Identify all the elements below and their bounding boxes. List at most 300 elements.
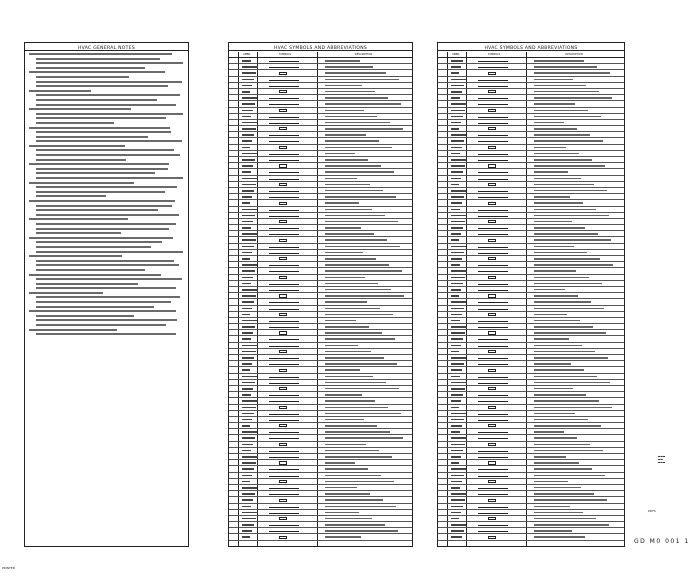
abbr-cell [242, 196, 252, 198]
abbr-cell [242, 357, 254, 359]
abbr-cell [242, 338, 251, 340]
note-line [36, 324, 166, 326]
symbol-glyph [269, 494, 299, 495]
symbol-glyph [279, 517, 287, 520]
symbol-glyph [269, 135, 299, 136]
note-line [36, 306, 154, 308]
abbr-cell [242, 456, 258, 458]
description-cell [325, 178, 357, 180]
title-block-notes: ▬▬▬ ▬▬ ▬▬▬ [658, 455, 666, 464]
abbr-cell [242, 116, 251, 118]
symbol-glyph [269, 507, 299, 508]
symbol-glyph [269, 358, 299, 359]
abbr-cell [451, 209, 460, 211]
abbr-cell [451, 159, 467, 161]
description-cell [534, 277, 589, 279]
abbr-cell [242, 277, 253, 279]
note-line [36, 140, 182, 142]
symbol-glyph [488, 313, 496, 316]
symbol-glyph [279, 461, 287, 464]
symbol-glyph [269, 457, 299, 458]
abbr-cell [451, 487, 460, 489]
description-cell [325, 363, 397, 365]
abbr-cell [451, 72, 459, 74]
note-line [36, 260, 174, 262]
symbol-glyph [269, 525, 299, 526]
abbr-cell [242, 468, 254, 470]
description-cell [534, 128, 577, 130]
symbol-glyph [478, 271, 508, 272]
description-cell [325, 475, 381, 477]
description-cell [325, 252, 363, 254]
description-cell [534, 171, 568, 173]
abbr-cell [242, 79, 254, 81]
symbol-glyph [478, 80, 508, 81]
abbr-cell [451, 79, 466, 81]
abbr-cell [451, 382, 467, 384]
abbr-cell [451, 493, 467, 495]
symbol-glyph [279, 239, 287, 242]
description-cell [534, 506, 570, 508]
description-cell [534, 456, 566, 458]
symbol-glyph [269, 383, 299, 384]
note-line [29, 71, 165, 73]
title-block [628, 455, 688, 555]
symbol-glyph [488, 424, 496, 427]
symbol-glyph [478, 172, 508, 173]
description-cell [534, 431, 564, 433]
abbr-cell [451, 233, 461, 235]
description-cell [325, 72, 386, 74]
description-cell [534, 351, 595, 353]
note-line [36, 264, 179, 266]
symbol-glyph [478, 494, 508, 495]
symbol-glyph [478, 253, 508, 254]
symbol-glyph [279, 257, 287, 260]
abbr-cell [451, 122, 461, 124]
symbol-glyph [478, 358, 508, 359]
abbr-cell [242, 419, 252, 421]
note-line [36, 195, 106, 197]
description-cell [325, 270, 402, 272]
note-line [36, 117, 166, 119]
note-line [29, 310, 176, 312]
note-line [36, 287, 176, 289]
description-cell [325, 301, 367, 303]
symbol-glyph [478, 135, 508, 136]
description-cell [534, 376, 597, 378]
abbr-cell [451, 388, 465, 390]
symbol-glyph [478, 364, 508, 365]
abbr-cell [242, 425, 250, 427]
symbol-glyph [488, 387, 496, 390]
symbol-glyph [488, 183, 496, 186]
abbr-cell [242, 308, 252, 310]
abbr-cell [451, 215, 467, 217]
symbol-glyph [488, 239, 496, 242]
abbr-cell [242, 239, 256, 241]
description-cell [325, 239, 387, 241]
description-cell [325, 450, 379, 452]
abbr-header: ABBR. [452, 53, 460, 56]
description-cell [325, 190, 383, 192]
description-cell [325, 227, 361, 229]
abbr-cell [242, 363, 252, 365]
abbr-cell [242, 110, 253, 112]
description-cell [325, 419, 364, 421]
abbr-cell [451, 518, 459, 520]
description-cell [534, 60, 584, 62]
description-cell [534, 524, 609, 526]
description-cell [325, 147, 392, 149]
note-line [29, 145, 125, 147]
description-cell [325, 487, 357, 489]
abbr-cell [451, 301, 466, 303]
symbols-table-2 [437, 42, 625, 547]
symbol-glyph [478, 469, 508, 470]
note-line [36, 228, 169, 230]
description-cell [325, 425, 377, 427]
corner-stamp: PRINTED [2, 566, 16, 570]
symbol-glyph [478, 216, 508, 217]
symbol-glyph [478, 210, 508, 211]
abbr-cell [451, 227, 463, 229]
symbol-glyph [269, 80, 299, 81]
symbol-glyph [488, 499, 496, 502]
symbol-glyph [269, 414, 299, 415]
description-cell [534, 462, 579, 464]
abbr-cell [242, 171, 251, 173]
note-line [29, 292, 103, 294]
description-cell [534, 215, 609, 217]
symbol-glyph [279, 480, 287, 483]
general-notes-title: HVAC GENERAL NOTES [25, 43, 188, 51]
note-line [36, 283, 138, 285]
abbr-cell [242, 481, 250, 483]
description-cell [534, 425, 601, 427]
abbr-cell [451, 512, 461, 514]
description-cell [325, 512, 359, 514]
description-cell [325, 536, 361, 538]
symbol-glyph [269, 327, 299, 328]
symbol-glyph [269, 197, 299, 198]
note-line [36, 94, 180, 96]
description-cell [534, 209, 596, 211]
abbr-cell [242, 499, 253, 501]
description-cell [325, 413, 401, 415]
symbol-glyph [488, 331, 496, 334]
note-line [36, 85, 168, 87]
abbr-cell [451, 431, 460, 433]
description-cell [534, 382, 610, 384]
description-cell [534, 122, 564, 124]
abbr-cell [451, 351, 459, 353]
symbol-glyph [279, 387, 287, 390]
abbr-cell [242, 400, 258, 402]
symbol-glyph [269, 86, 299, 87]
note-line [36, 76, 129, 78]
symbol-glyph [269, 438, 299, 439]
symbol-glyph [488, 276, 496, 279]
symbols-table-1 [228, 42, 413, 547]
symbol-glyph [478, 154, 508, 155]
symbol-glyph [478, 507, 508, 508]
abbr-cell [451, 462, 459, 464]
abbr-cell [242, 72, 256, 74]
abbr-cell [242, 97, 257, 99]
abbr-cell [451, 363, 464, 365]
abbr-cell [451, 128, 459, 130]
abbr-cell [451, 60, 463, 62]
symbol-glyph [488, 294, 496, 297]
symbol-glyph [269, 346, 299, 347]
general-notes-text [29, 53, 184, 542]
abbr-cell [242, 91, 250, 93]
description-cell [325, 394, 362, 396]
abbr-cell [451, 326, 467, 328]
abbr-cell [451, 239, 459, 241]
description-cell [534, 475, 605, 477]
description-cell [325, 332, 382, 334]
symbol-glyph [478, 457, 508, 458]
symbol-glyph [269, 309, 299, 310]
symbol-glyph [478, 284, 508, 285]
abbr-cell [451, 314, 462, 316]
note-line [36, 241, 162, 243]
description-cell [325, 431, 390, 433]
symbol-glyph [478, 265, 508, 266]
symbol-glyph [478, 247, 508, 248]
abbr-cell [242, 289, 258, 291]
description-cell [325, 351, 371, 353]
abbr-cell [451, 295, 459, 297]
abbr-cell [451, 147, 462, 149]
description-cell [325, 481, 394, 483]
symbol-glyph [488, 164, 496, 167]
description-cell [325, 345, 358, 347]
abbr-cell [451, 524, 466, 526]
abbr-cell [451, 85, 464, 87]
description-cell [325, 456, 392, 458]
abbr-cell [451, 338, 463, 340]
description-cell [534, 295, 578, 297]
abbr-cell [451, 499, 465, 501]
abbr-cell [242, 270, 255, 272]
abbr-cell [451, 320, 460, 322]
abbr-cell [451, 110, 465, 112]
description-cell [534, 72, 610, 74]
description-cell [534, 116, 601, 118]
abbr-cell [242, 103, 255, 105]
symbol-glyph [488, 406, 496, 409]
symbol-glyph [279, 202, 287, 205]
description-header: DESCRIPTION [565, 53, 583, 56]
abbr-cell [451, 481, 462, 483]
symbol-glyph [279, 406, 287, 409]
abbr-cell [451, 178, 461, 180]
symbol-glyph [478, 98, 508, 99]
symbol-glyph [478, 377, 508, 378]
symbol-glyph [488, 350, 496, 353]
abbr-cell [242, 184, 256, 186]
symbols-table-1-rows [229, 58, 412, 544]
description-cell [325, 85, 362, 87]
description-cell [325, 196, 396, 198]
note-line [29, 182, 134, 184]
description-cell [325, 91, 375, 93]
abbr-cell [451, 357, 466, 359]
description-cell [534, 394, 586, 396]
description-cell [534, 159, 592, 161]
symbol-glyph [279, 499, 287, 502]
description-cell [325, 326, 369, 328]
note-line [36, 269, 145, 271]
description-cell [325, 369, 360, 371]
abbr-cell [242, 66, 258, 68]
abbr-cell [242, 326, 255, 328]
symbols-table-2-title: HVAC SYMBOLS AND ABBREVIATIONS [438, 43, 624, 51]
symbol-glyph [478, 234, 508, 235]
description-cell [325, 258, 376, 260]
symbol-row [229, 534, 412, 540]
symbol-glyph [269, 172, 299, 173]
note-line [36, 159, 126, 161]
abbr-cell [451, 289, 461, 291]
description-cell [534, 536, 585, 538]
abbr-cell [451, 264, 460, 266]
description-cell [325, 289, 391, 291]
note-line [29, 163, 169, 165]
note-line [36, 172, 155, 174]
note-line [36, 191, 165, 193]
description-cell [325, 444, 366, 446]
abbr-cell [451, 134, 466, 136]
symbol-glyph [269, 420, 299, 421]
symbol-glyph [488, 480, 496, 483]
description-cell [325, 116, 377, 118]
symbol-row [438, 534, 624, 540]
description-cell [534, 264, 613, 266]
description-cell [534, 468, 592, 470]
description-cell [325, 110, 364, 112]
symbol-glyph [269, 451, 299, 452]
description-cell [534, 103, 575, 105]
abbr-cell [451, 190, 466, 192]
symbol-glyph [478, 86, 508, 87]
symbol-glyph [279, 220, 287, 223]
symbol-glyph [279, 276, 287, 279]
abbr-cell [451, 536, 462, 538]
abbr-cell [451, 116, 463, 118]
symbol-glyph [478, 395, 508, 396]
note-line [36, 223, 176, 225]
abbr-cell [242, 512, 258, 514]
abbr-cell [451, 475, 464, 477]
description-cell [534, 332, 606, 334]
description-cell [325, 518, 372, 520]
symbol-glyph [478, 302, 508, 303]
description-cell [534, 252, 587, 254]
symbol-glyph [478, 61, 508, 62]
abbr-cell [242, 345, 258, 347]
description-cell [534, 202, 583, 204]
description-cell [534, 147, 566, 149]
note-line [36, 122, 114, 124]
description-cell [534, 314, 567, 316]
symbol-glyph [478, 451, 508, 452]
note-line [29, 255, 122, 257]
symbol-glyph [488, 461, 496, 464]
symbol-glyph [269, 247, 299, 248]
abbr-cell [242, 283, 251, 285]
abbr-cell [451, 277, 465, 279]
symbol-glyph [478, 346, 508, 347]
description-cell [325, 524, 385, 526]
note-line [36, 104, 176, 106]
abbr-cell [242, 190, 254, 192]
note-line [36, 58, 160, 60]
abbr-cell [451, 506, 463, 508]
abbr-cell [451, 153, 460, 155]
symbol-glyph [269, 531, 299, 532]
description-cell [534, 227, 585, 229]
abbr-cell [451, 91, 462, 93]
description-cell [325, 376, 373, 378]
symbol-glyph [269, 395, 299, 396]
description-cell [325, 128, 403, 130]
symbol-glyph [269, 265, 299, 266]
description-cell [325, 314, 393, 316]
abbr-cell [451, 140, 464, 142]
symbol-glyph [279, 90, 287, 93]
description-cell [534, 258, 600, 260]
symbol-glyph [478, 160, 508, 161]
abbr-cell [451, 196, 464, 198]
symbol-glyph [478, 191, 508, 192]
abbr-cell [242, 382, 255, 384]
symbol-glyph [478, 228, 508, 229]
abbr-cell [451, 283, 463, 285]
abbr-cell [242, 437, 255, 439]
abbr-cell [451, 376, 460, 378]
symbol-glyph [478, 488, 508, 489]
description-cell [325, 202, 359, 204]
abbr-cell [242, 122, 258, 124]
note-line [29, 108, 131, 110]
note-line [29, 127, 170, 129]
symbol-glyph [269, 228, 299, 229]
symbol-glyph [478, 141, 508, 142]
note-line [36, 177, 183, 179]
description-cell [325, 153, 355, 155]
symbol-glyph [488, 146, 496, 149]
description-cell [325, 320, 356, 322]
symbol-glyph [269, 271, 299, 272]
symbol-glyph [478, 438, 508, 439]
description-cell [534, 487, 581, 489]
symbol-glyph [488, 90, 496, 93]
note-line [36, 246, 151, 248]
description-cell [534, 530, 572, 532]
symbol-glyph [279, 146, 287, 149]
symbol-glyph [279, 183, 287, 186]
description-cell [325, 122, 390, 124]
description-cell [325, 338, 395, 340]
description-cell [325, 506, 396, 508]
abbr-cell [451, 308, 464, 310]
note-line [36, 319, 177, 321]
description-cell [325, 388, 399, 390]
